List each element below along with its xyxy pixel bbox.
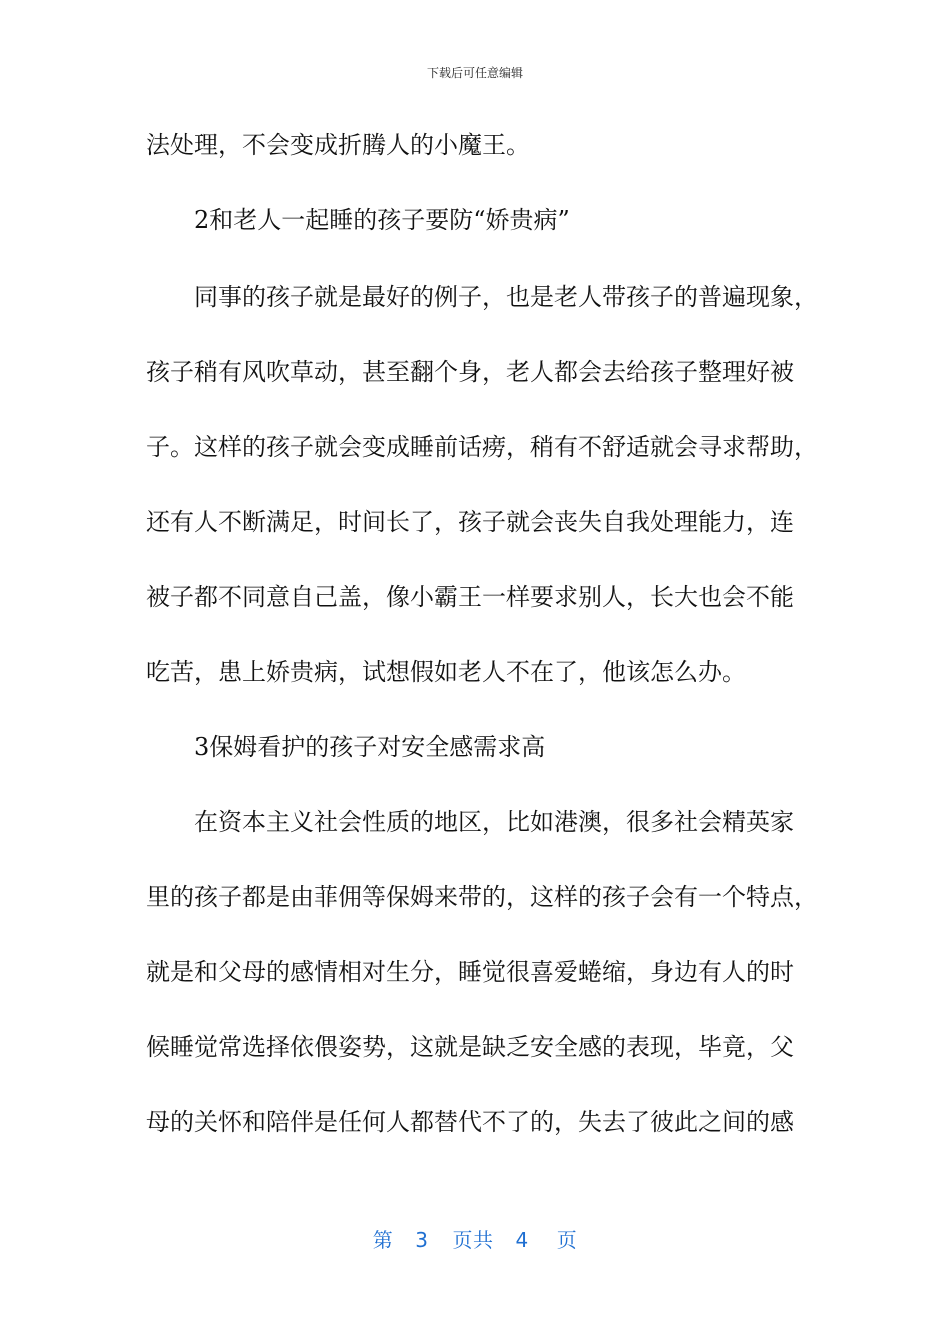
text-line: 还有人不断满足，时间长了，孩子就会丧失自我处理能力，连 — [146, 508, 794, 536]
text-line: 吃苦，患上娇贵病，试想假如老人不在了，他该怎么办。 — [146, 658, 746, 686]
text-line: 在资本主义社会性质的地区，比如港澳，很多社会精英家 — [194, 808, 794, 836]
text-line: 被子都不同意自己盖，像小霸王一样要求别人，长大也会不能 — [146, 583, 794, 611]
text-line: 法处理，不会变成折腾人的小魔王。 — [146, 131, 530, 159]
footer-page-number: 3 — [415, 1228, 429, 1252]
page-footer — [0, 1224, 950, 1253]
footer-prefix: 第 — [372, 1228, 394, 1252]
text-line: 同事的孩子就是最好的例子，也是老人带孩子的普遍现象， — [194, 283, 818, 311]
text-line: 孩子稍有风吹草动，甚至翻个身，老人都会去给孩子整理好被 — [146, 358, 794, 386]
text-line: 里的孩子都是由菲佣等保姆来带的，这样的孩子会有一个特点， — [146, 883, 818, 911]
footer-suffix: 页 — [556, 1228, 578, 1252]
section-heading: 2和老人一起睡的孩子要防“娇贵病” — [194, 206, 570, 234]
footer-total-pages: 4 — [515, 1228, 529, 1252]
footer-middle: 页共 — [452, 1228, 494, 1252]
text-line: 子。这样的孩子就会变成睡前话痨，稍有不舒适就会寻求帮助， — [146, 433, 818, 461]
header-note: 下载后可任意编辑 — [426, 66, 523, 80]
text-line: 候睡觉常选择依偎姿势，这就是缺乏安全感的表现，毕竟，父 — [146, 1033, 794, 1061]
section-heading: 3保姆看护的孩子对安全感需求高 — [194, 733, 546, 761]
text-line: 就是和父母的感情相对生分，睡觉很喜爱蜷缩，身边有人的时 — [146, 958, 794, 986]
text-line: 母的关怀和陪伴是任何人都替代不了的，失去了彼此之间的感 — [146, 1108, 794, 1136]
